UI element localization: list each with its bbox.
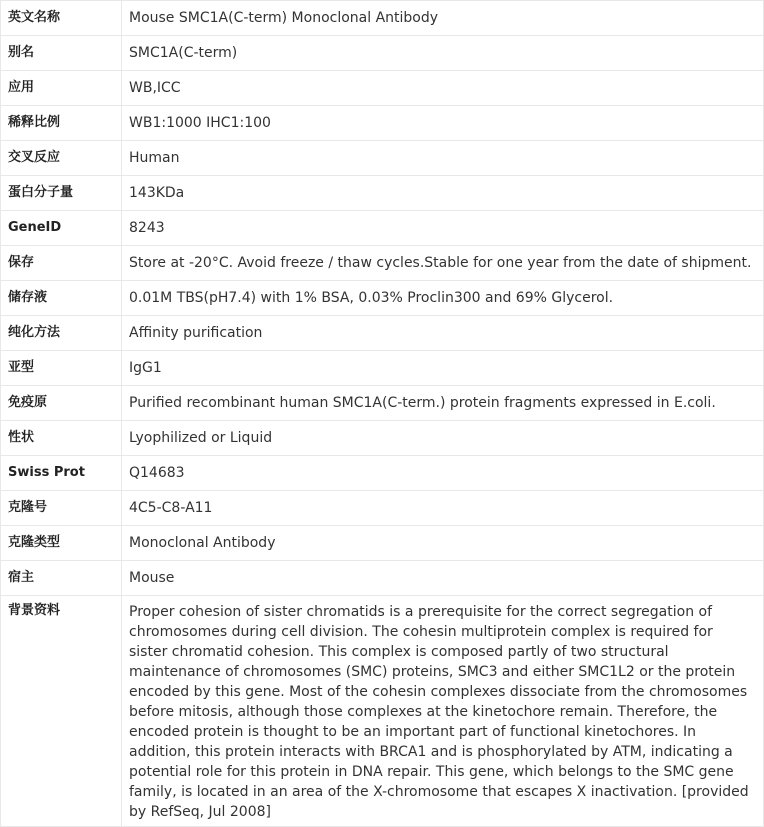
spec-row-dilution [1, 106, 764, 141]
spec-row-geneid [1, 211, 764, 246]
spec-value: WB,ICC [122, 71, 764, 106]
spec-value: Monoclonal Antibody [122, 526, 764, 561]
spec-value: Lyophilized or Liquid [122, 421, 764, 456]
spec-value: Human [122, 141, 764, 176]
spec-row-application [1, 71, 764, 106]
spec-key: GeneID [1, 211, 122, 246]
spec-row-host [1, 561, 764, 596]
spec-key: 交叉反应 [1, 141, 122, 176]
spec-key: 免疫原 [1, 386, 122, 421]
spec-key: 背景资料 [1, 596, 122, 827]
spec-row-isotype [1, 351, 764, 386]
spec-key: 稀释比例 [1, 106, 122, 141]
spec-row-molecular-weight [1, 176, 764, 211]
spec-key: 宿主 [1, 561, 122, 596]
spec-value: 8243 [122, 211, 764, 246]
spec-key: 保存 [1, 246, 122, 281]
spec-key: 别名 [1, 36, 122, 71]
spec-row-clone-type [1, 526, 764, 561]
spec-value: WB1:1000 IHC1:100 [122, 106, 764, 141]
spec-row-immunogen [1, 386, 764, 421]
spec-value: Purified recombinant human SMC1A(C-term.) protein fragments expressed in E.coli. [122, 386, 764, 421]
spec-key: 纯化方法 [1, 316, 122, 351]
spec-key: 克隆类型 [1, 526, 122, 561]
spec-key: Swiss Prot [1, 456, 122, 491]
spec-row-buffer [1, 281, 764, 316]
spec-key: 蛋白分子量 [1, 176, 122, 211]
spec-key: 储存液 [1, 281, 122, 316]
spec-value: Mouse [122, 561, 764, 596]
spec-value: Affinity purification [122, 316, 764, 351]
spec-row-purification [1, 316, 764, 351]
spec-value: 4C5-C8-A11 [122, 491, 764, 526]
spec-row-swiss-prot [1, 456, 764, 491]
spec-row-reactivity [1, 141, 764, 176]
spec-key: 亚型 [1, 351, 122, 386]
spec-row-alias [1, 36, 764, 71]
spec-key: 英文名称 [1, 1, 122, 36]
spec-key: 克隆号 [1, 491, 122, 526]
spec-row-storage [1, 246, 764, 281]
spec-value: SMC1A(C-term) [122, 36, 764, 71]
spec-value: Store at -20°C. Avoid freeze / thaw cycles.Stable for one year from the date of shipment. [122, 246, 764, 281]
spec-key: 应用 [1, 71, 122, 106]
spec-row-form [1, 421, 764, 456]
spec-row-english-name [1, 1, 764, 36]
background-description: Proper cohesion of sister chromatids is a prerequisite for the correct segregation of chromosomes during cell division. The cohesin multiprotein complex is required for sister chromatid cohesion. This complex is composed partly of two structural maintenance of chromosomes (SMC) proteins, SMC3 and either SMC1L2 or the protein encoded by this gene. Most of the cohesin complexes dissociate from the chromosomes before mitosis, although those complexes at the kinetochore remain. Therefore, the encoded protein is thought to be an important part of functional kinetochores. In addition, this protein interacts with BRCA1 and is phosphorylated by ATM, indicating a potential role for this protein in DNA repair. This gene, which belongs to the SMC gene family, is located in an area of the X-chromosome that escapes X inactivation. [provided by RefSeq, Jul 2008] [122, 596, 764, 827]
spec-row-clone-number [1, 491, 764, 526]
spec-value: Mouse SMC1A(C-term) Monoclonal Antibody [122, 1, 764, 36]
spec-row-background [1, 596, 764, 827]
spec-value: 0.01M TBS(pH7.4) with 1% BSA, 0.03% Proclin300 and 69% Glycerol. [122, 281, 764, 316]
spec-value: Q14683 [122, 456, 764, 491]
spec-value: 143KDa [122, 176, 764, 211]
spec-key: 性状 [1, 421, 122, 456]
spec-value: IgG1 [122, 351, 764, 386]
